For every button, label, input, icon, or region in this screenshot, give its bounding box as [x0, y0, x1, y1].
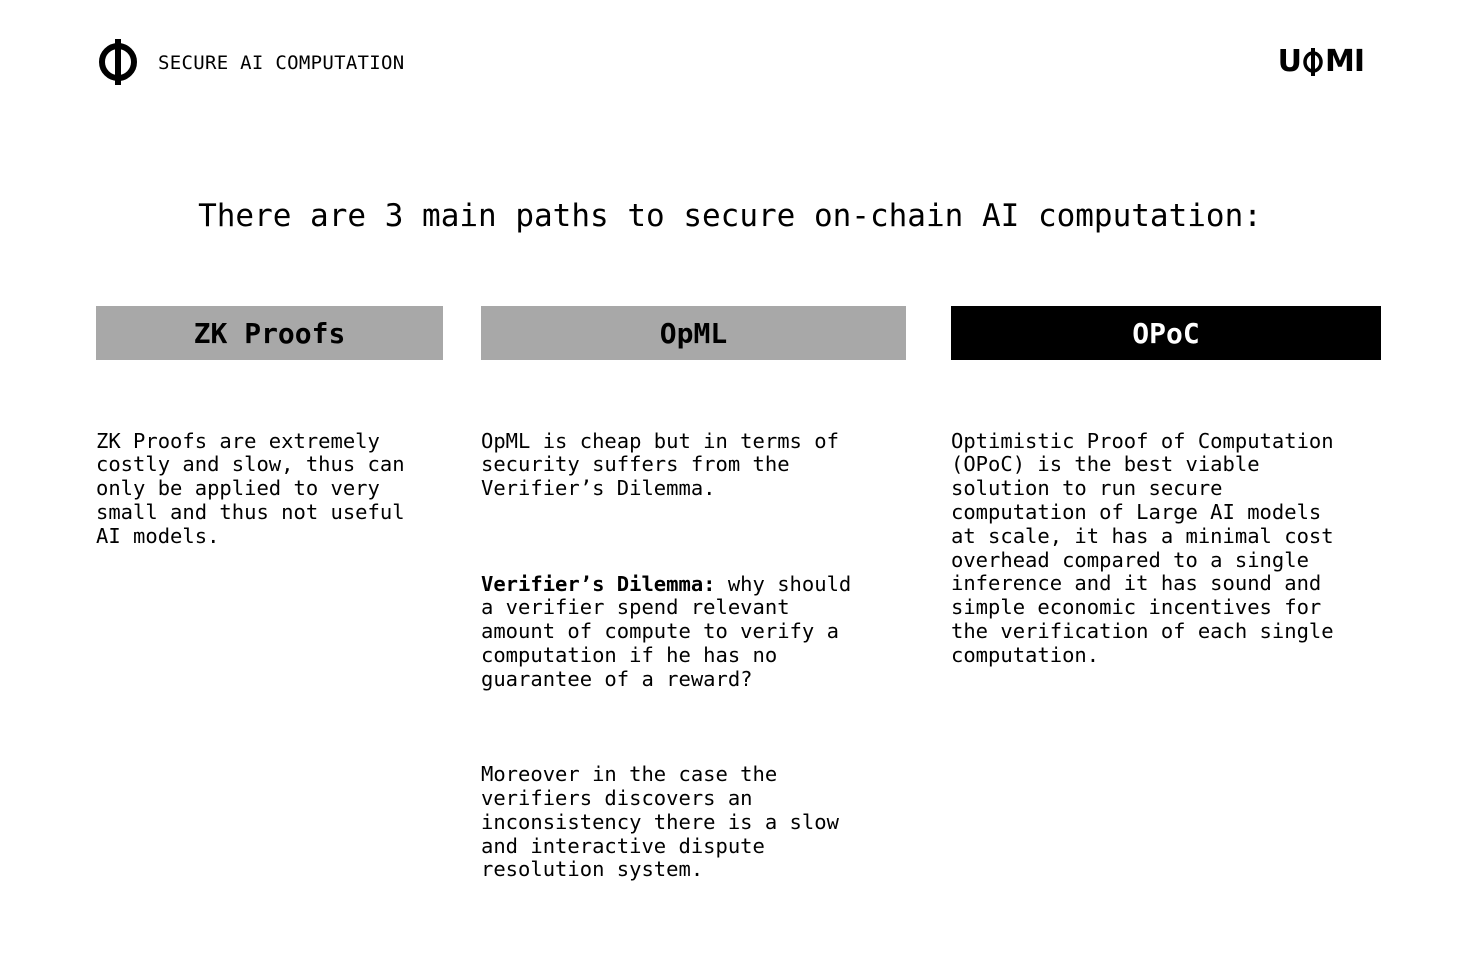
- column-header-opml: OpML: [481, 306, 906, 360]
- brand-phi-icon: [1302, 47, 1324, 77]
- column-opml: [481, 306, 906, 954]
- column-paragraph: Moreover in the case the verifiers discovers an inconsistency there is a slow and interactive dispute resolution system.: [481, 762, 839, 882]
- section-label: SECURE AI COMPUTATION: [158, 52, 405, 74]
- dilemma-term: Verifier’s Dilemma:: [481, 571, 716, 596]
- column-body-opml: [481, 382, 906, 954]
- column-header-zk-proofs: ZK Proofs: [96, 306, 443, 360]
- brand-left: U: [1277, 44, 1301, 79]
- column-header-opoc: OPoC: [951, 306, 1381, 360]
- column-body-zk-proofs: [96, 382, 443, 620]
- dilemma-paragraph: [481, 573, 906, 692]
- column-paragraph: ZK Proofs are extremely costly and slow, thus can only be applied to very small and thus not useful AI models.: [96, 428, 405, 548]
- column-paragraph: Optimistic Proof of Computation (OPoC) is the best viable solution to run secure computation of Large AI models at scale, it has a minimal cost overhead compared to a single inference and it has sound and simple economic incentives for the verification of each single computation.: [951, 428, 1334, 667]
- page-title: There are 3 main paths to secure on-chain AI computation:: [198, 198, 1262, 234]
- column-body-opoc: [951, 382, 1381, 739]
- column-opoc: [951, 306, 1381, 739]
- column-paragraph: OpML is cheap but in terms of security suffers from the Verifier’s Dilemma.: [481, 428, 839, 501]
- phi-logo-icon: [97, 38, 139, 86]
- brand-logo: [1278, 44, 1364, 79]
- brand-right: MI: [1324, 44, 1364, 79]
- column-zk-proofs: [96, 306, 443, 620]
- dilemma-text: why should a verifier spend relevant amount of compute to verify a computation if he has no guarantee of a reward?: [481, 571, 852, 691]
